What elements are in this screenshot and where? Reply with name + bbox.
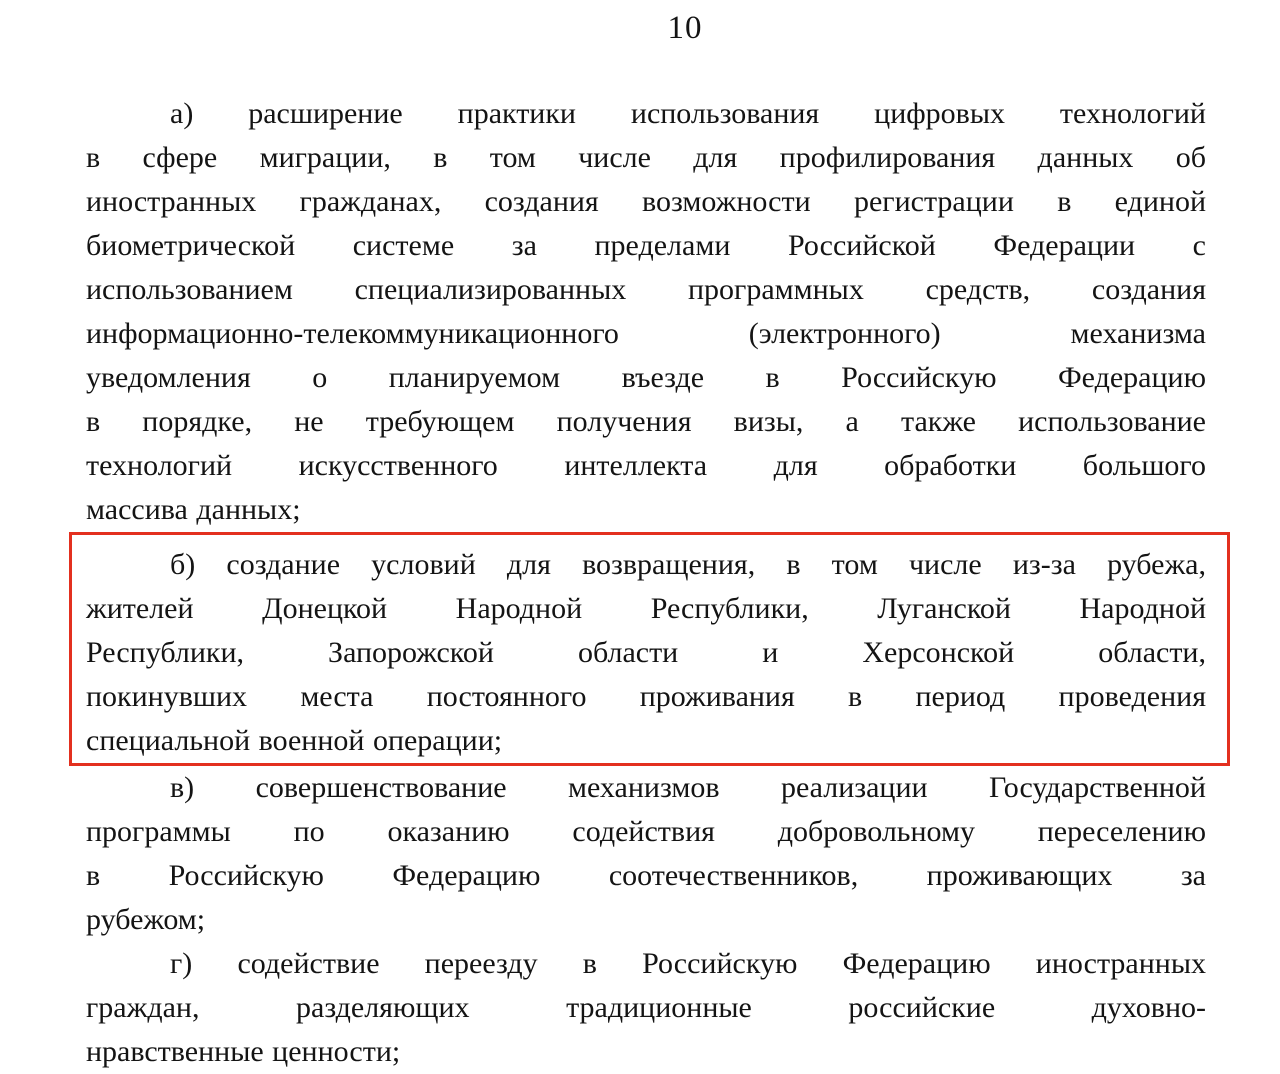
text-line: биометрической системе за пределами Российской Федерации с bbox=[86, 229, 1206, 262]
highlight-box bbox=[69, 532, 1230, 766]
text-line: в Российскую Федерацию соотечественников, проживающих за bbox=[86, 859, 1206, 892]
paragraph-v bbox=[86, 766, 1206, 942]
text-line: в сфере миграции, в том числе для профилирования данных об bbox=[86, 141, 1206, 174]
text-line: а) расширение практики использования цифровых технологий bbox=[170, 97, 1206, 130]
paragraph-g bbox=[86, 942, 1206, 1074]
text-line: иностранных гражданах, создания возможности регистрации в единой bbox=[86, 185, 1206, 218]
text-line: рубежом; bbox=[86, 903, 206, 936]
text-line: г) содействие переезду в Российскую Федерацию иностранных bbox=[170, 947, 1206, 980]
text-line: нравственные ценности; bbox=[86, 1035, 401, 1068]
paragraph-a bbox=[86, 92, 1206, 532]
text-line: Республики, Запорожской области и Херсонской области, bbox=[86, 636, 1206, 669]
text-line: в порядке, не требующем получения визы, а также использование bbox=[86, 405, 1206, 438]
page-number: 10 bbox=[667, 10, 703, 46]
text-line: уведомления о планируемом въезде в Российскую Федерацию bbox=[86, 361, 1206, 394]
document-body bbox=[86, 92, 1206, 1074]
text-line: б) создание условий для возвращения, в том числе из-за рубежа, bbox=[170, 548, 1206, 581]
text-line: жителей Донецкой Народной Республики, Луганской Народной bbox=[86, 592, 1206, 625]
text-line: граждан, разделяющих традиционные российские духовно- bbox=[86, 991, 1206, 1024]
document-page bbox=[86, 0, 1206, 1074]
text-line: покинувших места постоянного проживания в период проведения bbox=[86, 680, 1206, 713]
text-line: использованием специализированных программных средств, создания bbox=[86, 273, 1206, 306]
text-line: в) совершенствование механизмов реализации Государственной bbox=[170, 771, 1206, 804]
text-line: массива данных; bbox=[86, 493, 301, 526]
text-line: технологий искусственного интеллекта для обработки большого bbox=[86, 449, 1206, 482]
text-line: специальной военной операции; bbox=[86, 724, 503, 757]
text-line: программы по оказанию содействия добровольному переселению bbox=[86, 815, 1206, 848]
text-line: информационно-телекоммуникационного (электронного) механизма bbox=[86, 317, 1206, 350]
